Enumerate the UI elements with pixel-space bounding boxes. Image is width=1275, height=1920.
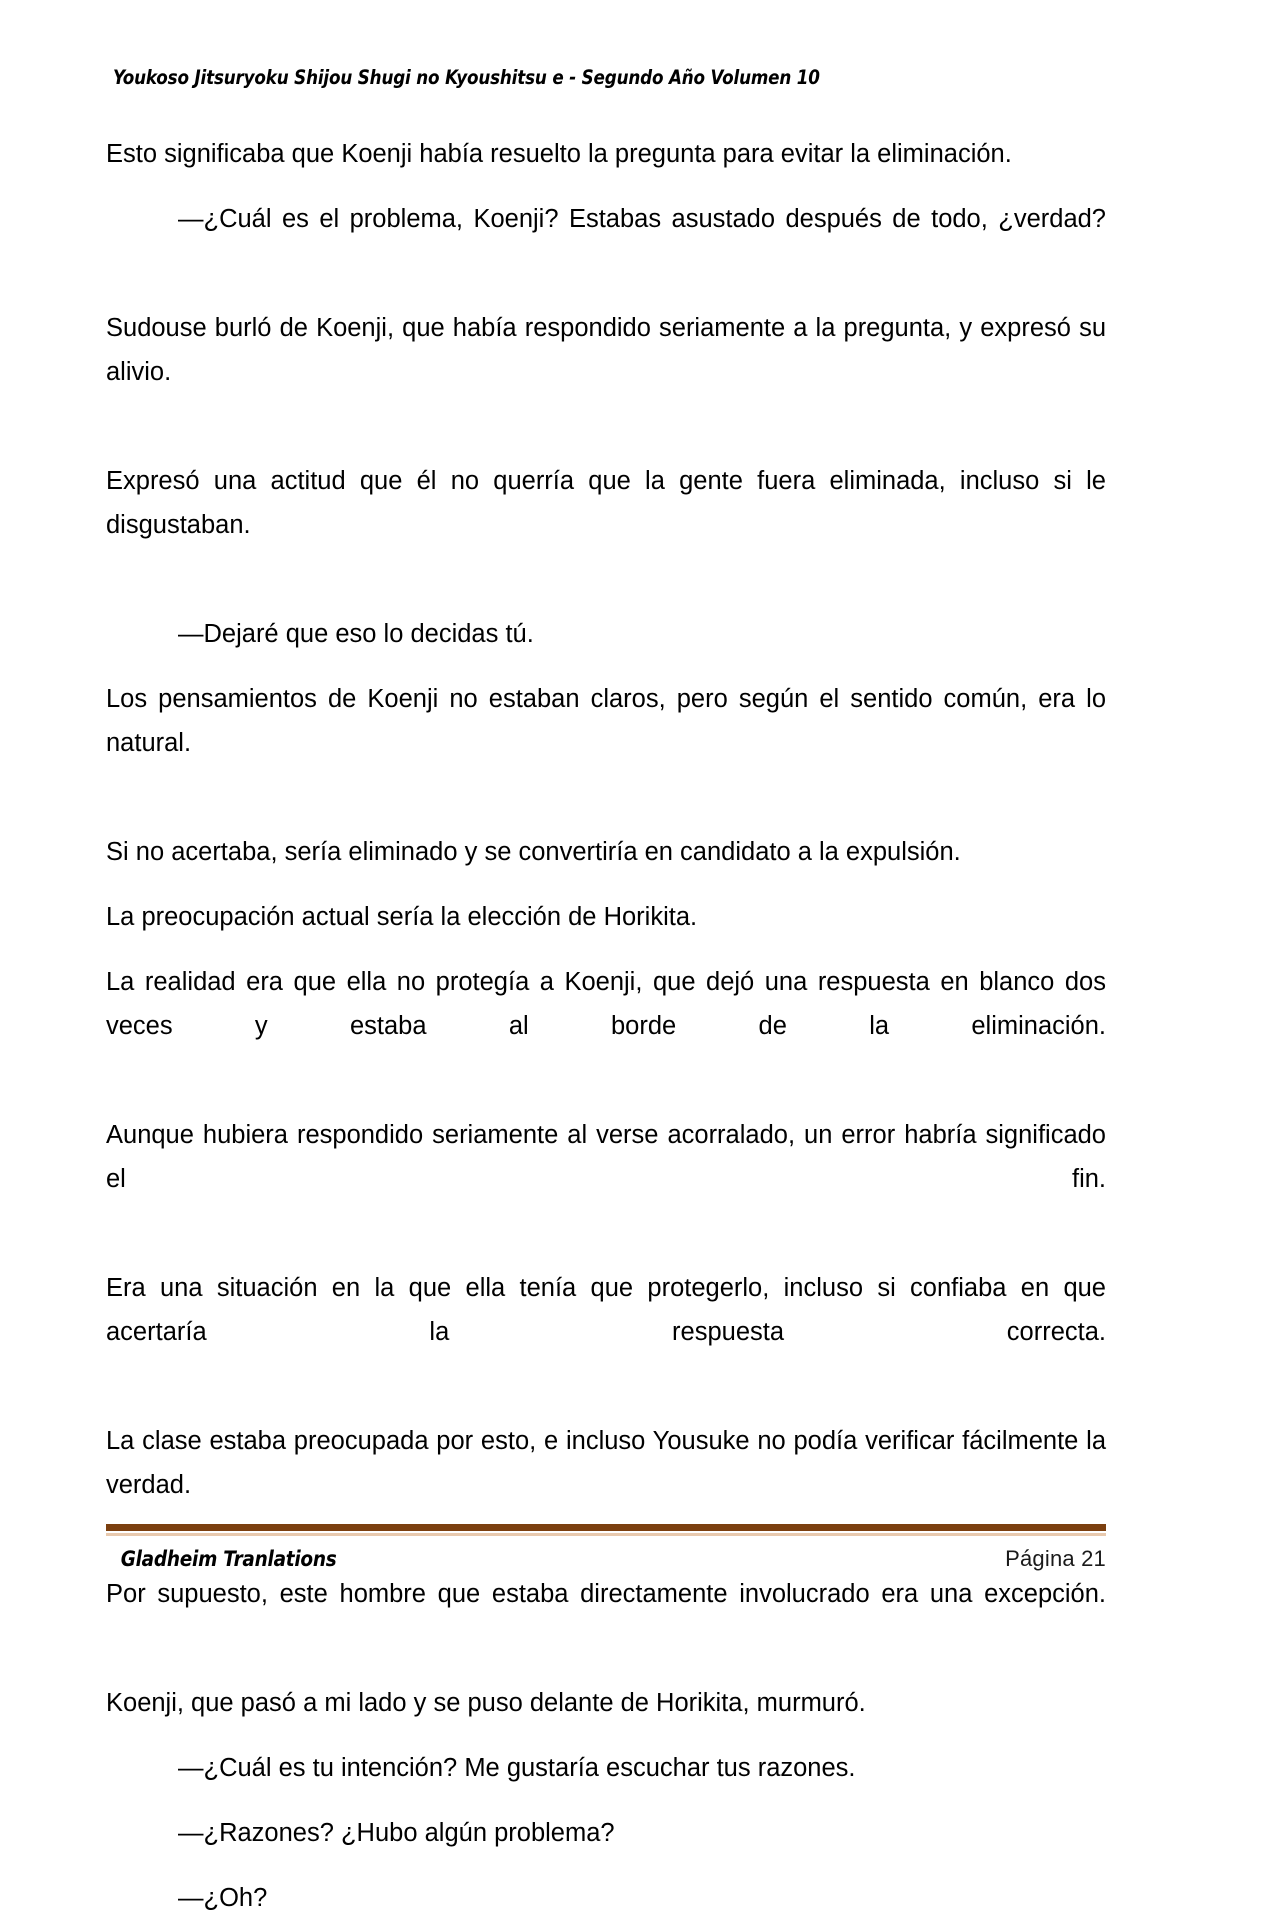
body-text-column (106, 132, 1106, 1920)
footer-divider-primary (106, 1524, 1106, 1531)
paragraph-dialogue: —¿Oh? (178, 1884, 268, 1912)
paragraph-dialogue: —Dejaré que eso lo decidas tú. (178, 620, 534, 648)
footer-page-number: Página 21 (1005, 1546, 1106, 1571)
footer-divider-secondary (106, 1533, 1106, 1536)
page-header-title: Youkoso Jitsuryoku Shijou Shugi no Kyoushitsu e - Segundo Año Volumen 10 (113, 66, 820, 89)
paragraph: Si no acertaba, sería eliminado y se convertiría en candidato a la expulsión. (106, 838, 961, 866)
paragraph: Koenji, que pasó a mi lado y se puso delante de Horikita, murmuró. (106, 1689, 866, 1717)
paragraph: Expresó una actitud que él no querría que la gente fuera eliminada, incluso si le disgustaban. (106, 467, 1106, 539)
paragraph: Esto significaba que Koenji había resuelto la pregunta para evitar la eliminación. (106, 140, 1012, 168)
paragraph: Por supuesto, este hombre que estaba directamente involucrado era una excepción. (106, 1580, 1106, 1608)
footer-content-row (106, 1546, 1106, 1572)
paragraph: Los pensamientos de Koenji no estaban claros, pero según el sentido común, era lo natural. (106, 685, 1106, 757)
paragraph-dialogue: —¿Razones? ¿Hubo algún problema? (178, 1819, 615, 1847)
paragraph-dialogue: —¿Cuál es el problema, Koenji? Estabas asustado después de todo, ¿verdad? (178, 205, 1106, 233)
paragraph: La preocupación actual sería la elección de Horikita. (106, 903, 698, 931)
paragraph: Era una situación en la que ella tenía que protegerlo, incluso si confiaba en que acertaría la respuesta correcta. (106, 1274, 1106, 1346)
paragraph: Sudouse burló de Koenji, que había respondido seriamente a la pregunta, y expresó su alivio. (106, 314, 1106, 386)
paragraph: La realidad era que ella no protegía a Koenji, que dejó una respuesta en blanco dos veces y estaba al borde de la eliminación. (106, 968, 1106, 1040)
paragraph: Aunque hubiera respondido seriamente al verse acorralado, un error habría significado el fin. (106, 1121, 1106, 1193)
paragraph: La clase estaba preocupada por esto, e incluso Yousuke no podía verificar fácilmente la verdad. (106, 1427, 1106, 1499)
paragraph-dialogue: —¿Cuál es tu intención? Me gustaría escuchar tus razones. (178, 1754, 856, 1782)
page-footer (106, 1524, 1106, 1572)
footer-brand-label: Gladheim Tranlations (120, 1547, 337, 1571)
